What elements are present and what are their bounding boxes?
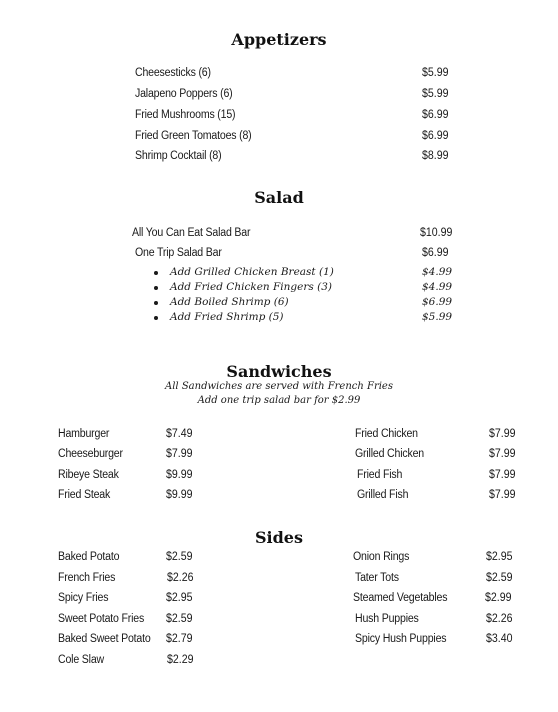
side-price: $2.95 <box>166 592 193 604</box>
sandwiches-heading: Sandwiches <box>226 362 332 381</box>
salad-item-price: $10.99 <box>420 227 453 239</box>
side-name: Spicy Fries <box>58 592 109 604</box>
bullet-icon <box>154 301 158 305</box>
side-price: $2.79 <box>166 633 193 645</box>
side-name: Sweet Potato Fries <box>58 613 145 625</box>
side-name: Baked Potato <box>58 551 120 563</box>
side-price: $3.40 <box>486 633 513 645</box>
side-price: $2.26 <box>486 613 513 625</box>
side-name: Hush Puppies <box>355 613 419 625</box>
sandwiches-note: All Sandwiches are served with French Fries <box>165 381 393 392</box>
side-price: $2.59 <box>486 572 513 584</box>
salad-item-name: One Trip Salad Bar <box>135 247 222 259</box>
sandwich-price: $9.99 <box>166 469 193 481</box>
side-name: Tater Tots <box>355 572 399 584</box>
salad-heading: Salad <box>254 188 304 207</box>
side-name: French Fries <box>58 572 116 584</box>
appetizer-price: $6.99 <box>422 130 449 142</box>
side-price: $2.26 <box>167 572 194 584</box>
salad-addon-name: Add Grilled Chicken Breast (1) <box>170 266 334 278</box>
side-price: $2.99 <box>485 592 512 604</box>
sandwich-price: $7.99 <box>489 469 516 481</box>
appetizer-name: Fried Green Tomatoes (8) <box>135 130 252 142</box>
salad-item-price: $6.99 <box>422 247 449 259</box>
appetizers-heading: Appetizers <box>231 30 327 49</box>
side-name: Spicy Hush Puppies <box>355 633 447 645</box>
side-price: $2.29 <box>167 654 194 666</box>
bullet-icon <box>154 316 158 320</box>
appetizer-name: Jalapeno Poppers (6) <box>135 88 233 100</box>
sandwich-price: $7.99 <box>489 448 516 460</box>
sandwich-price: $7.99 <box>489 489 516 501</box>
side-price: $2.95 <box>486 551 513 563</box>
salad-addon-name: Add Fried Shrimp (5) <box>170 311 284 323</box>
bullet-icon <box>154 271 158 275</box>
side-price: $2.59 <box>166 613 193 625</box>
appetizer-name: Cheesesticks (6) <box>135 67 211 79</box>
sandwich-name: Grilled Fish <box>357 489 409 501</box>
sandwich-price: $7.99 <box>489 428 516 440</box>
side-name: Steamed Vegetables <box>353 592 448 604</box>
salad-addon-name: Add Fried Chicken Fingers (3) <box>170 281 332 293</box>
side-name: Cole Slaw <box>58 654 104 666</box>
side-name: Baked Sweet Potato <box>58 633 151 645</box>
bullet-icon <box>154 286 158 290</box>
side-name: Onion Rings <box>353 551 410 563</box>
salad-addon-price: $4.99 <box>422 281 453 293</box>
appetizer-name: Fried Mushrooms (15) <box>135 109 236 121</box>
salad-addon-name: Add Boiled Shrimp (6) <box>170 296 289 308</box>
appetizer-price: $6.99 <box>422 109 449 121</box>
sandwich-price: $7.99 <box>166 448 193 460</box>
appetizer-name: Shrimp Cocktail (8) <box>135 150 222 162</box>
sandwich-name: Fried Steak <box>58 489 111 501</box>
salad-addon-price: $6.99 <box>422 296 453 308</box>
sides-heading: Sides <box>254 528 303 547</box>
sandwich-name: Hamburger <box>58 428 110 440</box>
sandwich-name: Ribeye Steak <box>58 469 119 481</box>
sandwich-name: Grilled Chicken <box>355 448 424 460</box>
salad-addon-price: $4.99 <box>422 266 453 278</box>
sandwich-name: Fried Chicken <box>355 428 418 440</box>
sandwich-name: Fried Fish <box>357 469 403 481</box>
salad-addon-price: $5.99 <box>422 311 453 323</box>
sandwich-price: $9.99 <box>166 489 193 501</box>
appetizer-price: $8.99 <box>422 150 449 162</box>
appetizer-price: $5.99 <box>422 88 449 100</box>
sandwiches-note: Add one trip salad bar for $2.99 <box>197 395 361 406</box>
sandwich-price: $7.49 <box>166 428 193 440</box>
sandwich-name: Cheeseburger <box>58 448 123 460</box>
salad-item-name: All You Can Eat Salad Bar <box>132 227 251 239</box>
side-price: $2.59 <box>166 551 193 563</box>
appetizer-price: $5.99 <box>422 67 449 79</box>
